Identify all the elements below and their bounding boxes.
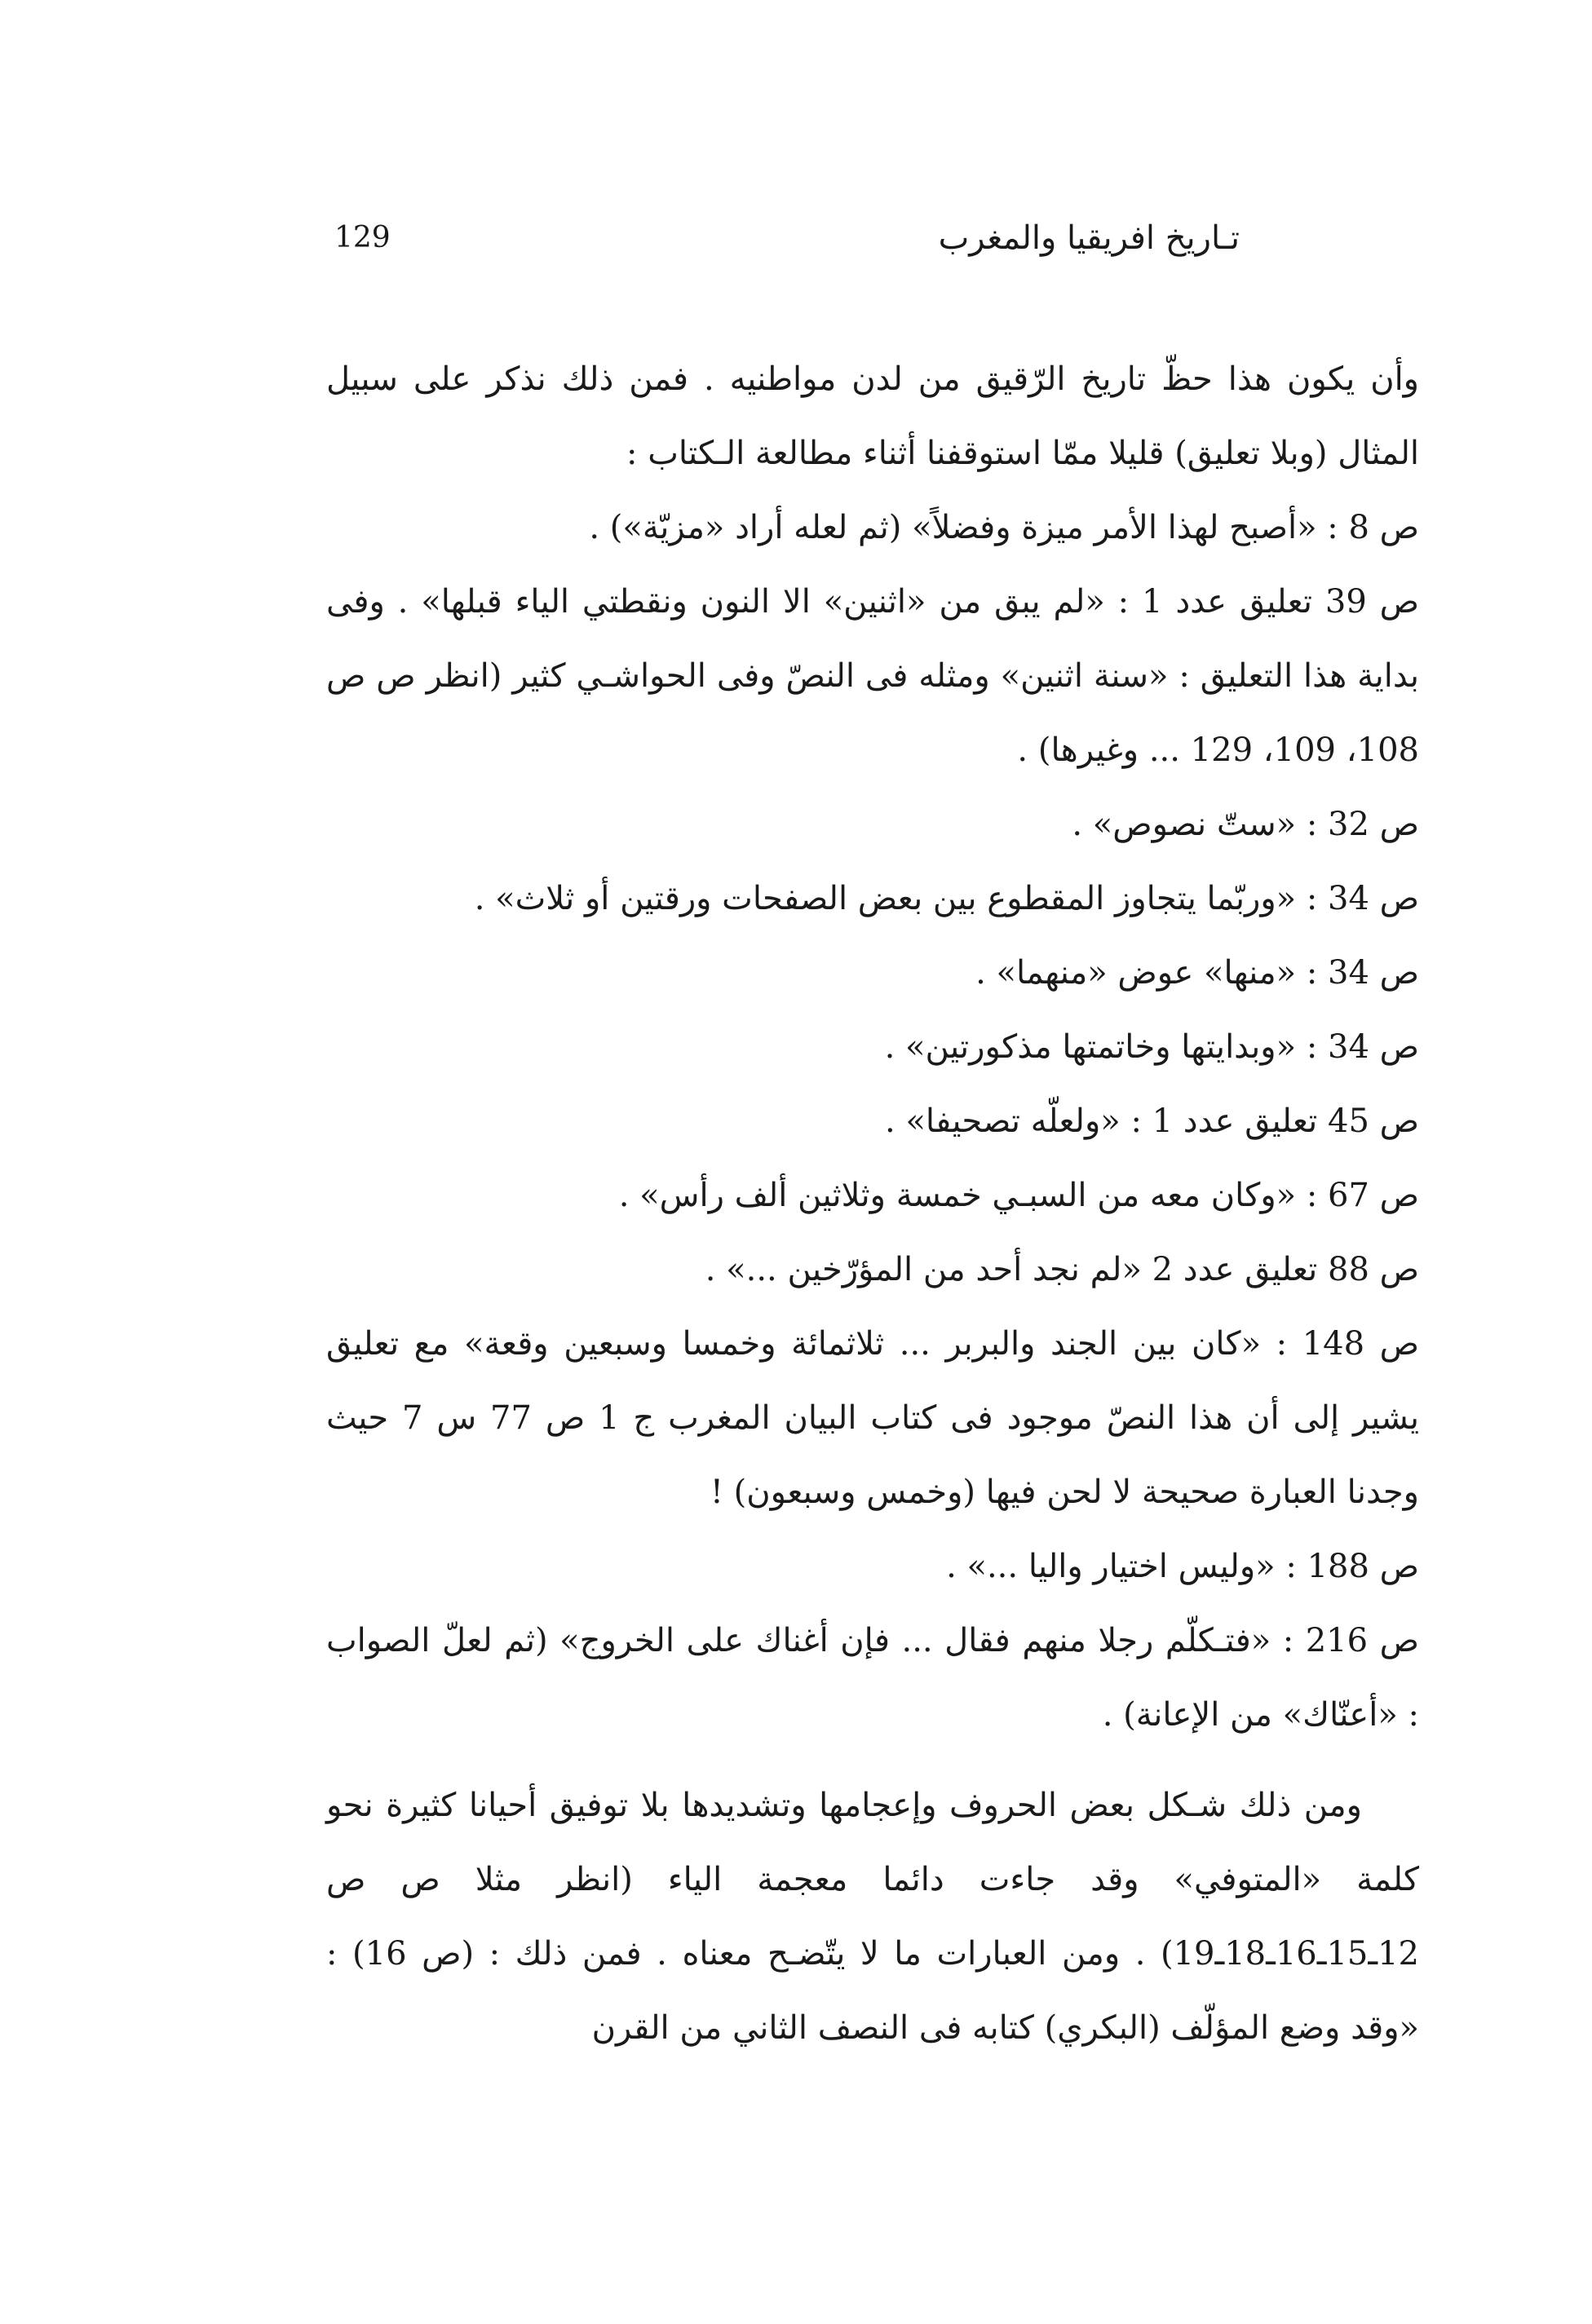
note-entry: ص 39 تعليق عدد 1 : «لم يبق من «اثنين» الا النون ونقطتي الياء قبلها» . وفى بداية هذا التعليق : «سنة اثنين» ومثله فى النصّ وفى الحواشـي كثير (انظر ص ص 108، 109، 129 ... وغيرها) . — [326, 583, 1420, 769]
note-entry: ص 32 : «ستّ نصوص» . — [1072, 806, 1419, 843]
note-entry: ص 45 تعليق عدد 1 : «ولعلّه تصحيفا» . — [885, 1102, 1419, 1140]
note-entry: ص 34 : «منها» عوض «منهما» . — [975, 954, 1419, 992]
note-entry: ص 188 : «وليس اختيار واليا ...» . — [946, 1548, 1419, 1585]
note-entry: ص 216 : «فتـكلّم رجلا منهم فقال ... فإن أغناك على الخروج» (ثم لعلّ الصواب : «أعنّاك» من الإعانة) . — [326, 1622, 1419, 1734]
note-entry: ص 67 : «وكان معه من السبـي خمسة وثلاثين ألف رأس» . — [618, 1177, 1419, 1214]
note-entry: ص 148 : «كان بين الجند والبربر ... ثلاثمائة وخمسا وسبعين وقعة» مع تعليق يشير إلى أن هذا النصّ موجود فى كتاب البيان المغرب ج 1 ص 77 س 7 حيث وجدنا العبارة صحيحة لا لحن فيها (وخمس وسبعون) ! — [326, 1325, 1420, 1511]
note-entry: ص 8 : «أصبح لهذا الأمر ميزة وفضلاً» (ثم لعله أراد «مزيّة») . — [589, 509, 1419, 546]
note-entry: ص 34 : «وربّما يتجاوز المقطوع بين بعض الصفحات ورقتين أو ثلاث» . — [474, 880, 1419, 917]
note-entry: ص 88 تعليق عدد 2 «لم نجد أحد من المؤرّخين ...» . — [705, 1251, 1419, 1288]
running-title: تـاريخ افريقيا والمغرب — [938, 219, 1240, 257]
paragraph-gap — [326, 1752, 1419, 1769]
intro-paragraph: وأن يكون هذا حظّ تاريخ الرّقيق من لدن مواطنيه . فمن ذلك نذكر على سبيل المثال (وبلا تعليق) قليلا ممّا استوقفنا أثناء مطالعة الـكتاب : — [326, 360, 1419, 472]
body-text — [326, 342, 1419, 2066]
note-entry: ص 34 : «وبدايتها وخاتمتها مذكورتين» . — [884, 1028, 1419, 1066]
closing-paragraph: ومن ذلك شـكل بعض الحروف وإعجامها وتشديدها بلا توفيق أحيانا كثيرة نحو كلمة «المتوفي» وقد جاءت دائما معجمة الياء (انظر مثلا ص ص 12ـ15ـ16ـ18ـ19) . ومن العبارات ما لا يتّضـح معناه . فمن ذلك : (ص 16) : «وقد وضع المؤلّف (البكري) كتابه فى النصف الثاني من القرن — [326, 1787, 1419, 2047]
running-header — [334, 214, 1419, 263]
page-number: 129 — [334, 221, 391, 254]
